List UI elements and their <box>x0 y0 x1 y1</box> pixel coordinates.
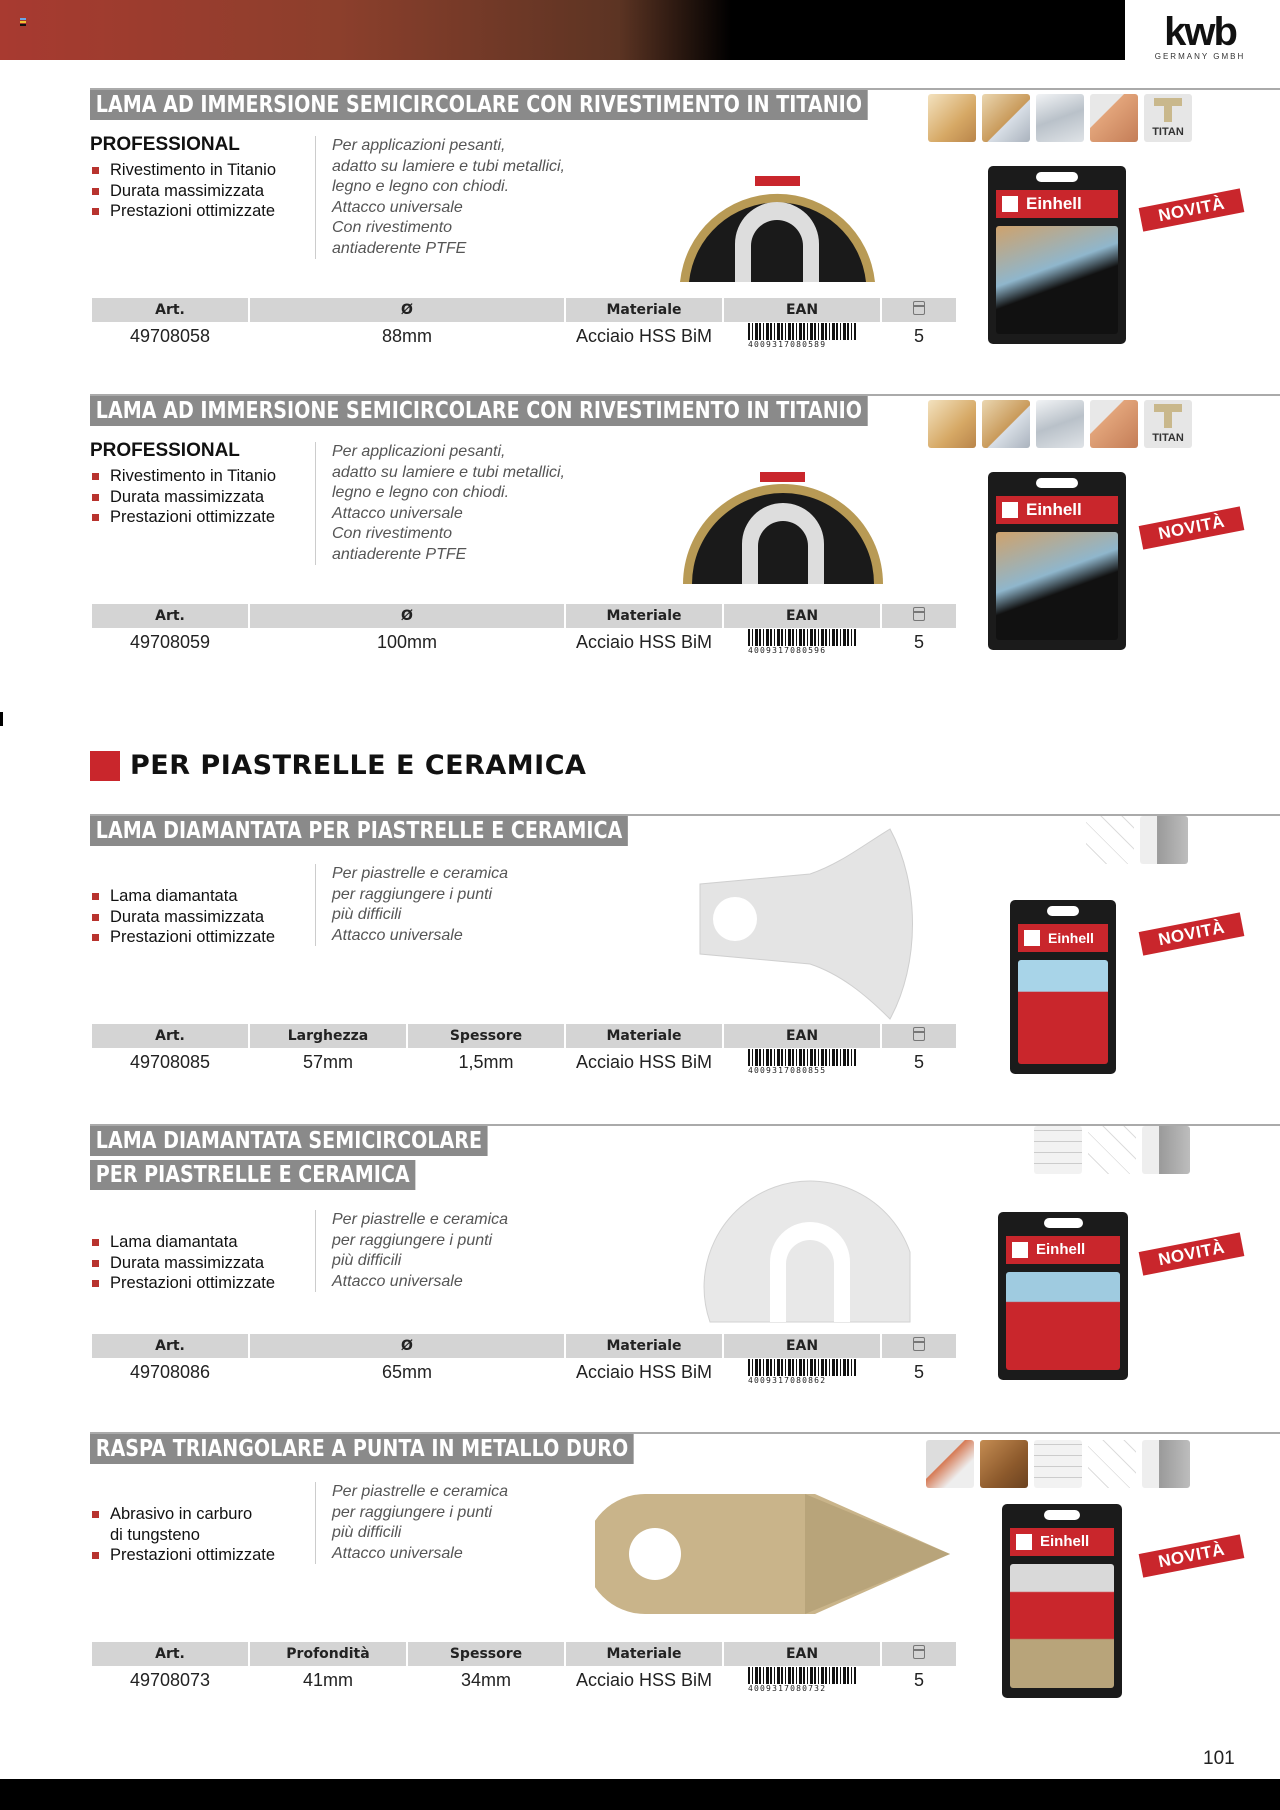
pack-quantity: 5 <box>913 325 924 346</box>
feature-item: Lama diamantata <box>90 1232 310 1253</box>
product-title: LAMA DIAMANTATA PER PIASTRELLE E CERAMICA <box>90 816 628 846</box>
product-card <box>90 814 1227 1075</box>
package-icon <box>913 1337 925 1351</box>
stone-icon <box>1142 1440 1190 1488</box>
ean-barcode: 4009317080855 <box>724 1048 880 1076</box>
non-ferrous-metal-icon <box>1090 400 1138 448</box>
product-package-image: Einhell <box>988 472 1126 650</box>
plaster-icon <box>926 1440 974 1488</box>
table-row: 49708058 88mm Acciaio HSS BiM 4009317080589 5 <box>92 322 956 350</box>
new-badge: NOVITÀ <box>1139 506 1245 549</box>
bottom-bar <box>0 1779 1280 1810</box>
pack-quantity-header <box>882 604 956 628</box>
sheet-metal-icon <box>1036 400 1084 448</box>
stone-icon <box>1140 816 1188 864</box>
product-title: LAMA AD IMMERSIONE SEMICIRCOLARE CON RIVESTIMENTO IN TITANIO <box>90 90 868 120</box>
product-card <box>90 1432 1227 1693</box>
article-number: 49708073 <box>129 1669 211 1690</box>
feature-list <box>90 1504 310 1566</box>
feature-item: Durata massimizzata <box>90 907 310 928</box>
material-icons <box>1086 816 1188 864</box>
article-number: 49708086 <box>129 1361 211 1382</box>
tile-icon <box>1088 1126 1136 1174</box>
product-description: Per piastrelle e ceramica per raggiungere i punti più difficili Attacco universale <box>315 1482 508 1564</box>
feature-list <box>90 438 310 528</box>
product-description: Per applicazioni pesanti, adatto su lamiere e tubi metallici, legno e legno con chiodi. Attacco universale Con rivestimento antiaderente PTFE <box>315 136 565 259</box>
product-description: Per piastrelle e ceramica per raggiungere i punti più difficili Attacco universale <box>315 864 508 946</box>
feature-item: Prestazioni ottimizzate <box>90 1273 310 1294</box>
table-row: 49708059 100mm Acciaio HSS BiM 4009317080596 5 <box>92 628 956 656</box>
feature-item: Rivestimento in Titanio <box>90 466 310 487</box>
section-heading: PER PIASTRELLE E CERAMICA <box>90 750 586 781</box>
spec-table: Art. Larghezza Spessore Materiale EAN 49708085 57mm 1,5mm Acciaio HSS BiM 4009317080855 5 <box>90 1024 958 1076</box>
product-title: RASPA TRIANGOLARE A PUNTA IN METALLO DURO <box>90 1434 634 1464</box>
tile-icon <box>1086 816 1134 864</box>
tile-icon <box>1088 1440 1136 1488</box>
feature-item: Prestazioni ottimizzate <box>90 201 310 222</box>
material-icons <box>1034 1126 1190 1174</box>
wood-with-nails-icon <box>982 400 1030 448</box>
material-icons <box>926 1440 1190 1488</box>
spec-table: Art. Ø Materiale EAN 49708058 88mm Acciaio HSS BiM 4009317080589 5 <box>90 298 958 350</box>
product-package-image: Einhell <box>998 1212 1128 1380</box>
feature-item: Prestazioni ottimizzate <box>90 1545 310 1566</box>
ean-barcode: 4009317080862 <box>724 1358 880 1386</box>
section-marker <box>90 751 120 781</box>
feature-item: Durata massimizzata <box>90 181 310 202</box>
package-icon <box>913 301 925 315</box>
ean-barcode: 4009317080589 <box>724 322 880 350</box>
wood-icon <box>980 1440 1028 1488</box>
product-card <box>90 88 1227 349</box>
pack-quantity-header <box>882 1024 956 1048</box>
table-row: 49708086 65mm Acciaio HSS BiM 4009317080862 5 <box>92 1358 956 1386</box>
product-line-label: PROFESSIONAL <box>90 440 240 461</box>
spec-table: Art. Ø Materiale EAN 49708086 65mm Acciaio HSS BiM 4009317080862 5 <box>90 1334 958 1386</box>
sheet-metal-icon <box>1036 94 1084 142</box>
table-row: 49708085 57mm 1,5mm Acciaio HSS BiM 4009317080855 5 <box>92 1048 956 1076</box>
article-number: 49708059 <box>129 631 211 652</box>
titan-icon: TITAN <box>1144 94 1192 142</box>
material-icons <box>928 94 1192 142</box>
article-number: 49708085 <box>129 1051 211 1072</box>
package-icon <box>913 1027 925 1041</box>
pack-quantity-header <box>882 298 956 322</box>
stone-icon <box>1142 1126 1190 1174</box>
wood-icon <box>928 94 976 142</box>
page-edge-mark <box>0 712 3 726</box>
product-title: LAMA AD IMMERSIONE SEMICIRCOLARE CON RIVESTIMENTO IN TITANIO <box>90 396 868 426</box>
new-badge: NOVITÀ <box>1139 1232 1245 1275</box>
new-badge: NOVITÀ <box>1139 912 1245 955</box>
product-package-image: Einhell <box>988 166 1126 344</box>
feature-list <box>90 1232 310 1294</box>
non-ferrous-metal-icon <box>1090 94 1138 142</box>
product-card <box>90 1124 1227 1385</box>
spec-table: Art. Ø Materiale EAN 49708059 100mm Acciaio HSS BiM 4009317080596 5 <box>90 604 958 656</box>
product-card <box>90 394 1227 655</box>
semicircular-blade-image <box>675 154 880 284</box>
new-badge: NOVITÀ <box>1139 188 1245 231</box>
pack-quantity: 5 <box>913 631 924 652</box>
ean-barcode: 4009317080732 <box>724 1666 880 1694</box>
ean-barcode: 4009317080596 <box>724 628 880 656</box>
wood-with-nails-icon <box>982 94 1030 142</box>
feature-item: Rivestimento in Titanio <box>90 160 310 181</box>
top-banner <box>0 0 1125 60</box>
product-title-line2: PER PIASTRELLE E CERAMICA <box>90 1160 415 1190</box>
feature-item: Durata massimizzata <box>90 487 310 508</box>
triangular-rasp-image <box>595 1484 955 1624</box>
feature-item: Prestazioni ottimizzate <box>90 927 310 948</box>
spec-table: Art. Profondità Spessore Materiale EAN 49708073 41mm 34mm Acciaio HSS BiM 4009317080732 5 <box>90 1642 958 1694</box>
product-package-image: Einhell <box>1010 900 1116 1074</box>
semicircular-blade-image <box>680 446 885 586</box>
pack-quantity: 5 <box>913 1051 924 1072</box>
feature-item: Prestazioni ottimizzate <box>90 507 310 528</box>
article-number: 49708058 <box>129 325 211 346</box>
product-line-label: PROFESSIONAL <box>90 134 240 155</box>
pack-quantity: 5 <box>913 1669 924 1690</box>
new-badge: NOVITÀ <box>1139 1534 1245 1577</box>
package-icon <box>913 1645 925 1659</box>
feature-item: Durata massimizzata <box>90 1253 310 1274</box>
flag-icon <box>20 18 26 28</box>
feature-list <box>90 132 310 222</box>
product-description: Per piastrelle e ceramica per raggiungere i punti più difficili Attacco universale <box>315 1210 508 1292</box>
kwb-logo: kwb GERMANY GMBH <box>1154 10 1246 61</box>
table-row: 49708073 41mm 34mm Acciaio HSS BiM 4009317080732 5 <box>92 1666 956 1694</box>
diamond-blade-image <box>690 824 920 1024</box>
product-title: LAMA DIAMANTATA SEMICIRCOLARE <box>90 1126 488 1156</box>
feature-item: Lama diamantata <box>90 886 310 907</box>
wood-icon <box>928 400 976 448</box>
product-package-image: Einhell <box>1002 1504 1122 1698</box>
pack-quantity-header <box>882 1334 956 1358</box>
feature-item: Abrasivo in carburo di tungsteno <box>90 1504 310 1545</box>
material-icons <box>928 400 1192 448</box>
semicircular-diamond-blade-image <box>700 1132 920 1332</box>
package-icon <box>913 607 925 621</box>
page-number: 101 <box>1203 1748 1235 1769</box>
product-description: Per applicazioni pesanti, adatto su lamiere e tubi metallici, legno e legno con chiodi. Attacco universale Con rivestimento antiaderente PTFE <box>315 442 565 565</box>
pack-quantity: 5 <box>913 1361 924 1382</box>
titan-icon: TITAN <box>1144 400 1192 448</box>
feature-list <box>90 886 310 948</box>
brick-icon <box>1034 1126 1082 1174</box>
brick-icon <box>1034 1440 1082 1488</box>
pack-quantity-header <box>882 1642 956 1666</box>
